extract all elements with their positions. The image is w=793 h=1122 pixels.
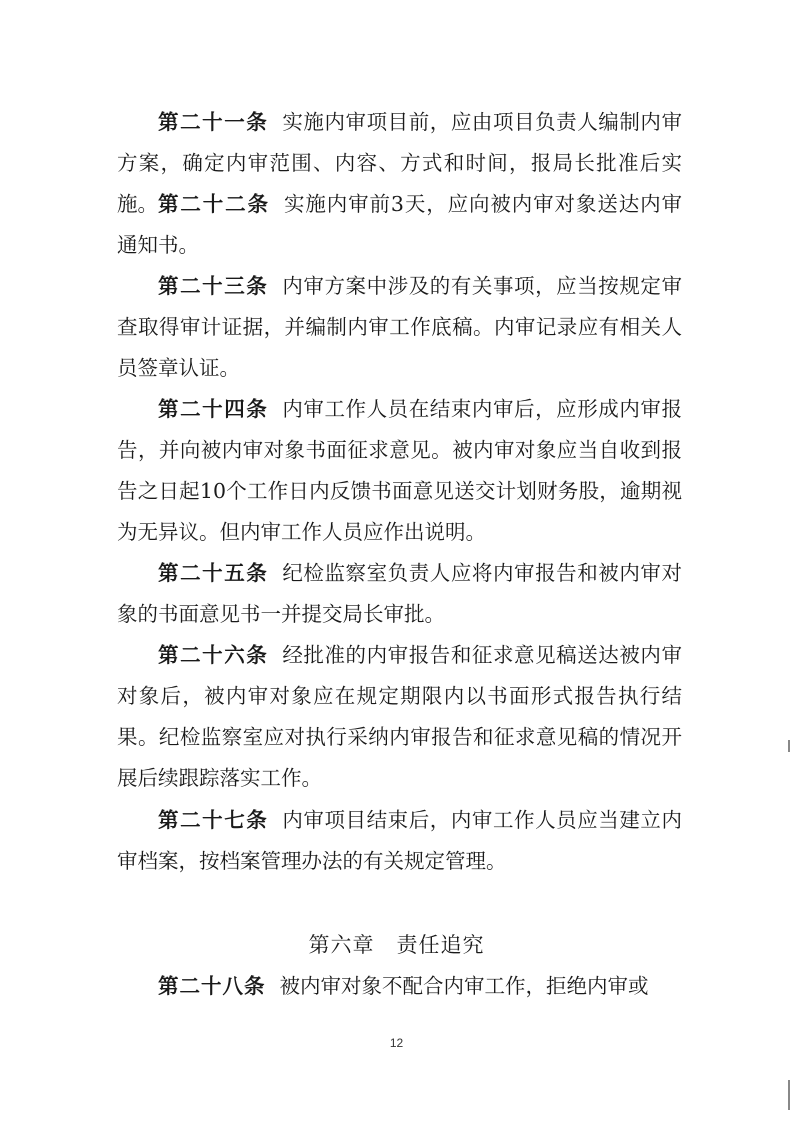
article-text: 实施内审项目前，应由项目负责人编制内审方案，确定内审范围、内容、方式和时间，报局长批准后实施。 xyxy=(117,110,683,216)
article-26 xyxy=(117,635,682,799)
article-text: 被内审对象不配合内审工作，拒绝内审或 xyxy=(279,974,649,998)
article-22 xyxy=(117,184,682,266)
article-text: 内审项目结束后，内审工作人员应当建立内审档案，按档案管理办法的有关规定管理。 xyxy=(117,808,683,873)
chapter-title: 责任追究 xyxy=(396,933,485,957)
scan-edge-mark xyxy=(788,740,790,752)
article-24 xyxy=(117,389,682,553)
chapter-number: 第六章 xyxy=(308,933,375,957)
article-heading: 第二十三条 xyxy=(158,274,269,298)
article-text: 经批准的内审报告和征求意见稿送达被内审对象后，被内审对象应在规定期限内以书面形式报告执行结果。纪检监察室应对执行采纳内审报告和征求意见稿的情况开展后续跟踪落实工作。 xyxy=(117,643,683,790)
article-27 xyxy=(117,800,682,882)
article-text: 内审工作人员在结束内审后，应形成内审报告，并向被内审对象书面征求意见。被内审对象应当自收到报告之日起10个工作日内反馈书面意见送交计划财务股，逾期视为无异议。但内审工作人员应作出说明。 xyxy=(117,397,683,544)
article-heading: 第二十七条 xyxy=(158,808,269,832)
article-heading: 第二十二条 xyxy=(158,192,270,216)
article-heading: 第二十四条 xyxy=(158,397,269,421)
article-text: 实施内审前3天，应向被内审对象送达内审通知书。 xyxy=(117,192,683,257)
page-number: 12 xyxy=(389,1036,404,1050)
chapter-heading xyxy=(0,925,793,966)
article-heading: 第二十八条 xyxy=(158,974,266,998)
article-heading: 第二十五条 xyxy=(158,561,269,585)
article-heading: 第二十一条 xyxy=(158,110,269,134)
article-28 xyxy=(117,966,682,1007)
article-text: 纪检监察室负责人应将内审报告和被内审对象的书面意见书一并提交局长审批。 xyxy=(117,561,683,626)
article-heading: 第二十六条 xyxy=(158,643,269,667)
article-23 xyxy=(117,266,682,389)
article-25 xyxy=(117,553,682,635)
scan-edge-mark xyxy=(788,1080,790,1110)
article-text: 内审方案中涉及的有关事项，应当按规定审查取得审计证据，并编制内审工作底稿。内审记录应有相关人员签章认证。 xyxy=(117,274,683,380)
